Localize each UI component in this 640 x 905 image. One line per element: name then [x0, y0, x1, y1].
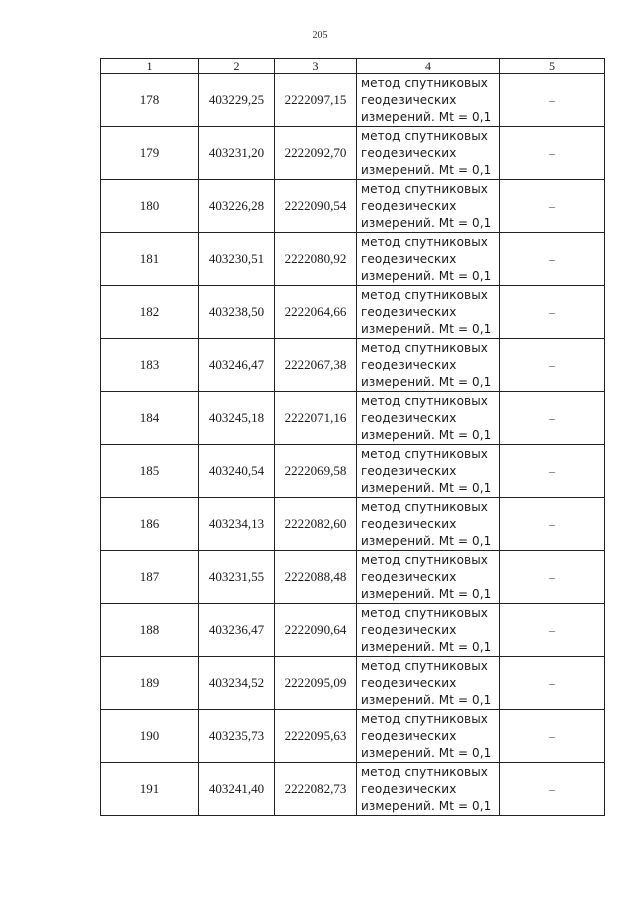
table-header-row — [101, 59, 605, 74]
note-cell: – — [500, 498, 605, 551]
method-line: геодезических — [361, 304, 457, 319]
note-cell: – — [500, 392, 605, 445]
method-line: измерений. Mt = 0,1 — [361, 586, 492, 601]
method-line: метод спутниковых — [361, 393, 488, 408]
method-cell — [357, 392, 500, 445]
y-coordinate-cell: 2222090,64 — [275, 604, 357, 657]
column-header: 3 — [275, 59, 357, 74]
y-coordinate-cell: 2222064,66 — [275, 286, 357, 339]
method-line: измерений. Mt = 0,1 — [361, 533, 492, 548]
y-coordinate-cell: 2222092,70 — [275, 127, 357, 180]
point-number-cell: 187 — [101, 551, 199, 604]
x-coordinate-cell: 403236,47 — [199, 604, 275, 657]
method-cell — [357, 74, 500, 127]
table-row — [101, 233, 605, 286]
method-cell — [357, 710, 500, 763]
x-coordinate-cell: 403230,51 — [199, 233, 275, 286]
note-cell: – — [500, 180, 605, 233]
method-cell — [357, 180, 500, 233]
method-cell — [357, 763, 500, 816]
method-line: измерений. Mt = 0,1 — [361, 109, 492, 124]
point-number-cell: 189 — [101, 657, 199, 710]
method-cell — [357, 498, 500, 551]
x-coordinate-cell: 403235,73 — [199, 710, 275, 763]
point-number-cell: 179 — [101, 127, 199, 180]
x-coordinate-cell: 403240,54 — [199, 445, 275, 498]
method-cell — [357, 286, 500, 339]
method-line: геодезических — [361, 728, 457, 743]
note-cell: – — [500, 445, 605, 498]
method-line: метод спутниковых — [361, 128, 488, 143]
table-row — [101, 74, 605, 127]
table-row — [101, 339, 605, 392]
method-line: метод спутниковых — [361, 181, 488, 196]
method-line: геодезических — [361, 781, 457, 796]
table-row — [101, 286, 605, 339]
table-row — [101, 127, 605, 180]
table-row — [101, 498, 605, 551]
method-line: метод спутниковых — [361, 605, 488, 620]
method-line: измерений. Mt = 0,1 — [361, 321, 492, 336]
point-number-cell: 190 — [101, 710, 199, 763]
x-coordinate-cell: 403231,55 — [199, 551, 275, 604]
method-line: геодезических — [361, 251, 457, 266]
note-cell: – — [500, 74, 605, 127]
table-row — [101, 604, 605, 657]
method-line: измерений. Mt = 0,1 — [361, 692, 492, 707]
method-cell — [357, 445, 500, 498]
point-number-cell: 188 — [101, 604, 199, 657]
method-line: метод спутниковых — [361, 234, 488, 249]
x-coordinate-cell: 403246,47 — [199, 339, 275, 392]
method-line: метод спутниковых — [361, 552, 488, 567]
column-header: 4 — [357, 59, 500, 74]
y-coordinate-cell: 2222082,73 — [275, 763, 357, 816]
y-coordinate-cell: 2222088,48 — [275, 551, 357, 604]
point-number-cell: 186 — [101, 498, 199, 551]
method-cell — [357, 657, 500, 710]
point-number-cell: 191 — [101, 763, 199, 816]
method-cell — [357, 551, 500, 604]
point-number-cell: 178 — [101, 74, 199, 127]
table-row — [101, 657, 605, 710]
method-line: метод спутниковых — [361, 446, 488, 461]
method-line: геодезических — [361, 569, 457, 584]
point-number-cell: 183 — [101, 339, 199, 392]
method-line: измерений. Mt = 0,1 — [361, 427, 492, 442]
y-coordinate-cell: 2222095,09 — [275, 657, 357, 710]
table-row — [101, 392, 605, 445]
y-coordinate-cell: 2222071,16 — [275, 392, 357, 445]
note-cell: – — [500, 763, 605, 816]
y-coordinate-cell: 2222090,54 — [275, 180, 357, 233]
x-coordinate-cell: 403229,25 — [199, 74, 275, 127]
page-number: 205 — [312, 30, 328, 41]
point-number-cell: 185 — [101, 445, 199, 498]
method-cell — [357, 127, 500, 180]
method-line: метод спутниковых — [361, 75, 488, 90]
x-coordinate-cell: 403226,28 — [199, 180, 275, 233]
note-cell: – — [500, 339, 605, 392]
note-cell: – — [500, 710, 605, 763]
coordinates-table — [100, 58, 605, 816]
method-line: измерений. Mt = 0,1 — [361, 268, 492, 283]
method-line: измерений. Mt = 0,1 — [361, 480, 492, 495]
y-coordinate-cell: 2222095,63 — [275, 710, 357, 763]
method-line: измерений. Mt = 0,1 — [361, 639, 492, 654]
column-header: 2 — [199, 59, 275, 74]
note-cell: – — [500, 604, 605, 657]
method-line: измерений. Mt = 0,1 — [361, 162, 492, 177]
method-line: метод спутниковых — [361, 499, 488, 514]
y-coordinate-cell: 2222067,38 — [275, 339, 357, 392]
y-coordinate-cell: 2222080,92 — [275, 233, 357, 286]
table-row — [101, 551, 605, 604]
method-line: метод спутниковых — [361, 711, 488, 726]
table-row — [101, 445, 605, 498]
table-row — [101, 180, 605, 233]
x-coordinate-cell: 403231,20 — [199, 127, 275, 180]
y-coordinate-cell: 2222097,15 — [275, 74, 357, 127]
method-cell — [357, 339, 500, 392]
point-number-cell: 182 — [101, 286, 199, 339]
point-number-cell: 181 — [101, 233, 199, 286]
method-line: метод спутниковых — [361, 658, 488, 673]
note-cell: – — [500, 127, 605, 180]
method-line: измерений. Mt = 0,1 — [361, 745, 492, 760]
note-cell: – — [500, 233, 605, 286]
note-cell: – — [500, 286, 605, 339]
point-number-cell: 184 — [101, 392, 199, 445]
method-line: геодезических — [361, 675, 457, 690]
table-row — [101, 710, 605, 763]
x-coordinate-cell: 403238,50 — [199, 286, 275, 339]
method-line: геодезических — [361, 357, 457, 372]
method-line: измерений. Mt = 0,1 — [361, 215, 492, 230]
method-line: геодезических — [361, 145, 457, 160]
method-cell — [357, 604, 500, 657]
method-cell — [357, 233, 500, 286]
note-cell: – — [500, 657, 605, 710]
x-coordinate-cell: 403241,40 — [199, 763, 275, 816]
y-coordinate-cell: 2222082,60 — [275, 498, 357, 551]
method-line: измерений. Mt = 0,1 — [361, 798, 492, 813]
x-coordinate-cell: 403234,52 — [199, 657, 275, 710]
method-line: геодезических — [361, 516, 457, 531]
y-coordinate-cell: 2222069,58 — [275, 445, 357, 498]
method-line: геодезических — [361, 92, 457, 107]
note-cell: – — [500, 551, 605, 604]
column-header: 1 — [101, 59, 199, 74]
column-header: 5 — [500, 59, 605, 74]
method-line: геодезических — [361, 622, 457, 637]
method-line: геодезических — [361, 198, 457, 213]
point-number-cell: 180 — [101, 180, 199, 233]
table-row — [101, 763, 605, 816]
x-coordinate-cell: 403234,13 — [199, 498, 275, 551]
method-line: геодезических — [361, 463, 457, 478]
method-line: метод спутниковых — [361, 764, 488, 779]
method-line: геодезических — [361, 410, 457, 425]
method-line: метод спутниковых — [361, 340, 488, 355]
method-line: измерений. Mt = 0,1 — [361, 374, 492, 389]
method-line: метод спутниковых — [361, 287, 488, 302]
x-coordinate-cell: 403245,18 — [199, 392, 275, 445]
